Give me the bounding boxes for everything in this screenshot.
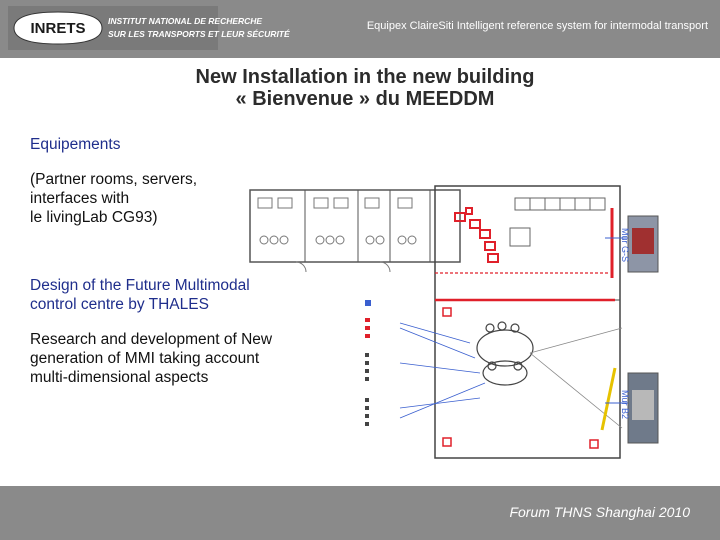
footer-text: Forum THNS Shanghai 2010	[509, 504, 690, 520]
design-thales-text	[30, 276, 250, 314]
footer-band	[0, 486, 720, 540]
title-line-2: « Bienvenue » du MEEDDM	[235, 88, 495, 110]
svg-text:INRETS: INRETS	[30, 20, 86, 37]
svg-text:INSTITUT NATIONAL DE RECHERCHE: INSTITUT NATIONAL DE RECHERCHE	[108, 16, 263, 26]
partner-rooms-text	[30, 170, 197, 227]
partner-line-3: le livingLab CG93)	[30, 209, 158, 226]
partner-line-2: interfaces with	[30, 190, 130, 207]
research-line-3: multi-dimensional aspects	[30, 369, 209, 386]
floor-plan-image	[230, 168, 660, 466]
slide-title	[120, 66, 610, 110]
research-line-2: generation of MMI taking account	[30, 350, 260, 367]
design-line-2: control centre by THALES	[30, 296, 209, 313]
svg-text:Mur G-S: Mur G-S	[620, 228, 630, 263]
header-band	[0, 0, 720, 58]
svg-text:SUR LES TRANSPORTS ET LEUR SÉC: SUR LES TRANSPORTS ET LEUR SÉCURITÉ	[108, 29, 290, 39]
design-line-1: Design of the Future Multimodal	[30, 277, 250, 294]
svg-text:Mur B2: Mur B2	[620, 390, 630, 420]
header-tagline: Equipex ClaireSiti Intelligent reference system for intermodal transport	[366, 20, 708, 32]
inrets-logo	[8, 6, 290, 50]
equipements-heading: Equipements	[30, 136, 121, 153]
partner-line-1: (Partner rooms, servers,	[30, 171, 198, 188]
title-line-1: New Installation in the new building	[195, 66, 535, 88]
research-line-1: Research and development of New	[30, 331, 273, 348]
